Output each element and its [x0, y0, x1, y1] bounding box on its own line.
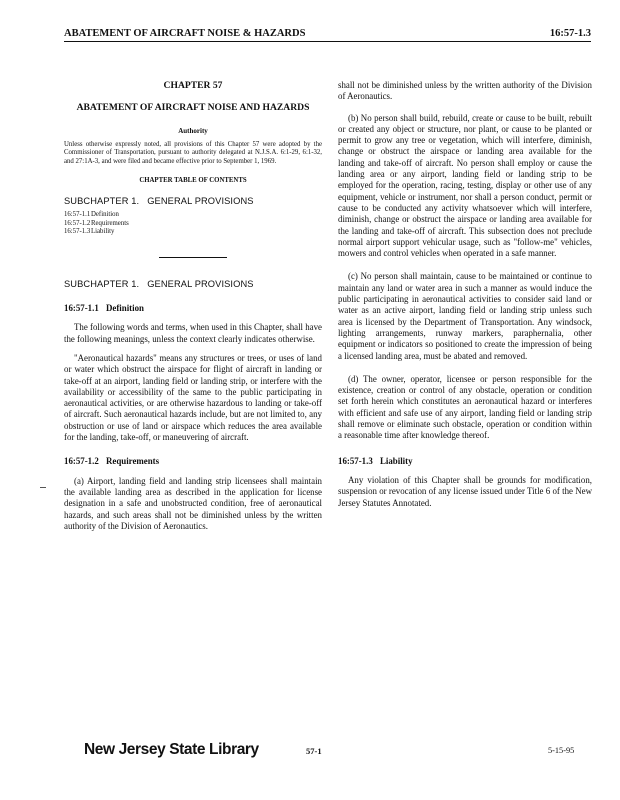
definition-intro: The following words and terms, when used in this Chapter, shall have the following meanings, unless the context clearly indicates otherwise. — [64, 322, 322, 344]
section-number: 16:57-1.1 — [64, 303, 99, 314]
toc-item-number: 16:57-1.1 — [64, 210, 91, 218]
requirement-c: (c) No person shall maintain, cause to be maintained or continue to maintain any land or water area in such a manner as would induce the public participating in aeronautical activities to consider said land or water as an active airport, landing field or landing strip unless such area is licensed by the Department of Transportation. Any windsock, lighting arrangements, runway markers, paraphernalia, other equipment or indicators so positioned to create the impression of being a licensed landing area, must be abated and removed. — [338, 271, 592, 361]
right-column — [338, 80, 592, 509]
definition-aeronautical-hazards: "Aeronautical hazards" means any structures or trees, or uses of land or water which obstruct the airspace for flight of aircraft in landing or take-off at an airport, landing field or landing strip, or interfere with the availability or accessibility of the same to the public participating in aeronautical activities, or are otherwise hazardous to landing or take-off of aircraft. Such aeronautical hazards include, but are not limited to, any obstruction or use of land or airspace which reduces the area available for the landing, take-off, or maneuvering of aircraft. — [64, 352, 322, 443]
toc-item-label: Liability — [91, 228, 115, 236]
toc-item-number: 16:57-1.3 — [64, 228, 91, 236]
chapter-number: CHAPTER 57 — [163, 80, 223, 91]
toc-item — [64, 220, 322, 229]
requirement-d: (d) The owner, operator, licensee or person responsible for the existence, creation or control of any obstacle, operation or condition set forth herein which constitutes an aeronautical hazard or interferes with efficient and safe use of any airport, landing field or landing strip shall remove or eliminate such obstacle, operation or condition within a reasonable time after knowledge thereof. — [338, 373, 592, 441]
requirement-a: (a) Airport, landing field and landing strip licensees shall maintain the available landing area as described in the application for license designation in a safe and unobstructed condition, free of aeronautical hazards, and such areas shall not be diminished unless by the written authority of the Division of Aeronautics. — [64, 475, 322, 531]
running-header — [64, 29, 591, 42]
requirement-a-continued: shall not be diminished unless by the written authority of the Division of Aeronautics. — [338, 80, 592, 102]
toc-item-label: Requirements — [91, 219, 129, 227]
header-title: ABATEMENT OF AIRCRAFT NOISE & HAZARDS — [64, 28, 306, 39]
authority-text: Unless otherwise expressly noted, all provisions of this Chapter 57 were adopted by the Commissioner of Transportation, pursuant to authority delegated at N.J.S.A. 6:1-29, 6:1-32, and 27:1A-3, and were filed and became effective prior to September 1, 1969. — [64, 140, 322, 165]
margin-mark — [40, 487, 46, 488]
toc-item — [64, 228, 322, 237]
section-title: Liability — [379, 455, 413, 466]
subchapter-title: SUBCHAPTER 1. GENERAL PROVISIONS — [64, 278, 254, 289]
footer-library-name: New Jersey State Library — [84, 741, 259, 758]
footer-page-number: 57-1 — [306, 746, 322, 756]
liability-text: Any violation of this Chapter shall be grounds for modification, suspension or revocation of any license issued under Title 6 of the New Jersey Statutes Annotated. — [338, 474, 592, 508]
toc-item-label: Definition — [91, 210, 119, 218]
header-section-number: 16:57-1.3 — [549, 28, 591, 39]
authority-heading: Authority — [178, 126, 208, 135]
section-heading-definition — [64, 303, 322, 314]
toc-heading: CHAPTER TABLE OF CONTENTS — [139, 177, 247, 185]
toc-item — [64, 211, 322, 220]
section-heading-requirements — [64, 456, 322, 467]
toc-item-number: 16:57-1.2 — [64, 219, 91, 227]
chapter-title: ABATEMENT OF AIRCRAFT NOISE AND HAZARDS — [76, 102, 310, 114]
section-divider — [159, 257, 227, 258]
section-title: Definition — [105, 303, 144, 314]
section-number: 16:57-1.3 — [338, 455, 373, 466]
section-heading-liability — [338, 456, 592, 467]
toc-subchapter: SUBCHAPTER 1. GENERAL PROVISIONS — [64, 195, 254, 206]
section-number: 16:57-1.2 — [64, 456, 99, 467]
footer-date: 5-15-95 — [548, 746, 575, 755]
section-title: Requirements — [105, 456, 160, 467]
left-column — [64, 80, 322, 531]
requirement-b: (b) No person shall build, rebuild, create or cause to be built, rebuilt or created any object or structure, nor plant, or cause to be planted or permit to grow any tree or vegetation, which will interfere, diminish, change or obstruct the airspace or landing area available for the landing and take-off of aircraft. No person shall employ or cause the landing area or any airport, landing field or landing strip to be employed for the operation, racing, testing, display or other use of any equipment, vehicle or instrument, nor shall a person conduct, permit or cause to be conducted any activity whatsoever which will interfere, diminish, change or obstruct the airspace or landing area available for the landing and take-off of aircraft. This subsection does not preclude normal airport support vehicular usage, such as "follow-me" vehicles, mowers and control vehicles when operated in a safe manner. — [338, 112, 592, 259]
toc-list — [64, 211, 322, 237]
